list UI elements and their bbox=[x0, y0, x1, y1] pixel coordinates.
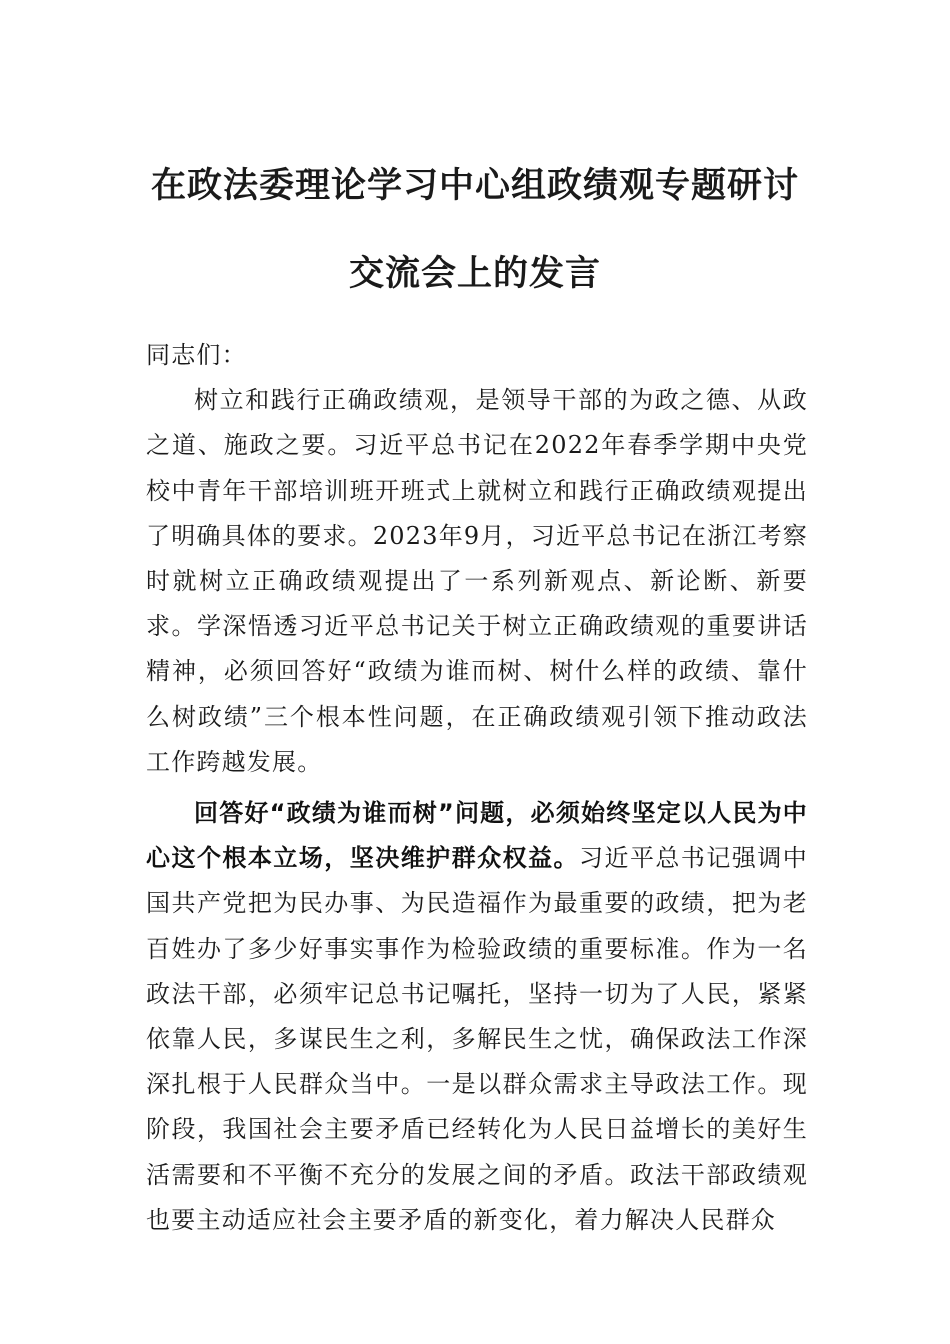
salutation: 同志们： bbox=[146, 341, 247, 369]
paragraph-2 bbox=[146, 791, 808, 1243]
title-line-2: 交流会上的发言 bbox=[348, 253, 601, 294]
title-line-1: 在政法委理论学习中心组政绩观专题研讨 bbox=[150, 165, 799, 206]
paragraph-1: 树立和践行正确政绩观，是领导干部的为政之德、从政之道、施政之要。习近平总书记在2022年春季学期中央党校中青年干部培训班开班式上就树立和践行正确政绩观提出了明确具体的要求。2023年9月，习近平总书记在浙江考察时就树立正确政绩观提出了一系列新观点、新论断、新要求。学深悟透习近平总书记关于树立正确政绩观的重要讲话精神，必须回答好“政绩为谁而树、树什么样的政绩、靠什么树政绩”三个根本性问题，在正确政绩观引领下推动政法工作跨越发展。 bbox=[146, 386, 808, 776]
paragraph-2-body: 习近平总书记强调中国共产党把为民办事、为民造福作为最重要的政绩，把为老百姓办了多少好事实事作为检验政绩的重要标准。作为一名政法干部，必须牢记总书记嘱托，坚持一切为了人民，紧紧依靠人民，多谋民生之利，多解民生之忧，确保政法工作深深扎根于人民群众当中。一是以群众需求主导政法工作。现阶段，我国社会主要矛盾已经转化为人民日益增长的美好生活需要和不平衡不充分的发展之间的矛盾。政法干部政绩观也要主动适应社会主要矛盾的新变化，着力解决人民群众 bbox=[146, 844, 808, 1234]
document-title bbox=[140, 142, 810, 318]
document-body bbox=[146, 333, 808, 1243]
paragraph-2-heading: 回答好“政绩为谁而树”问题，必须始终坚定以人民为中心这个根本立场，坚决维护群众权益。 bbox=[146, 799, 808, 873]
